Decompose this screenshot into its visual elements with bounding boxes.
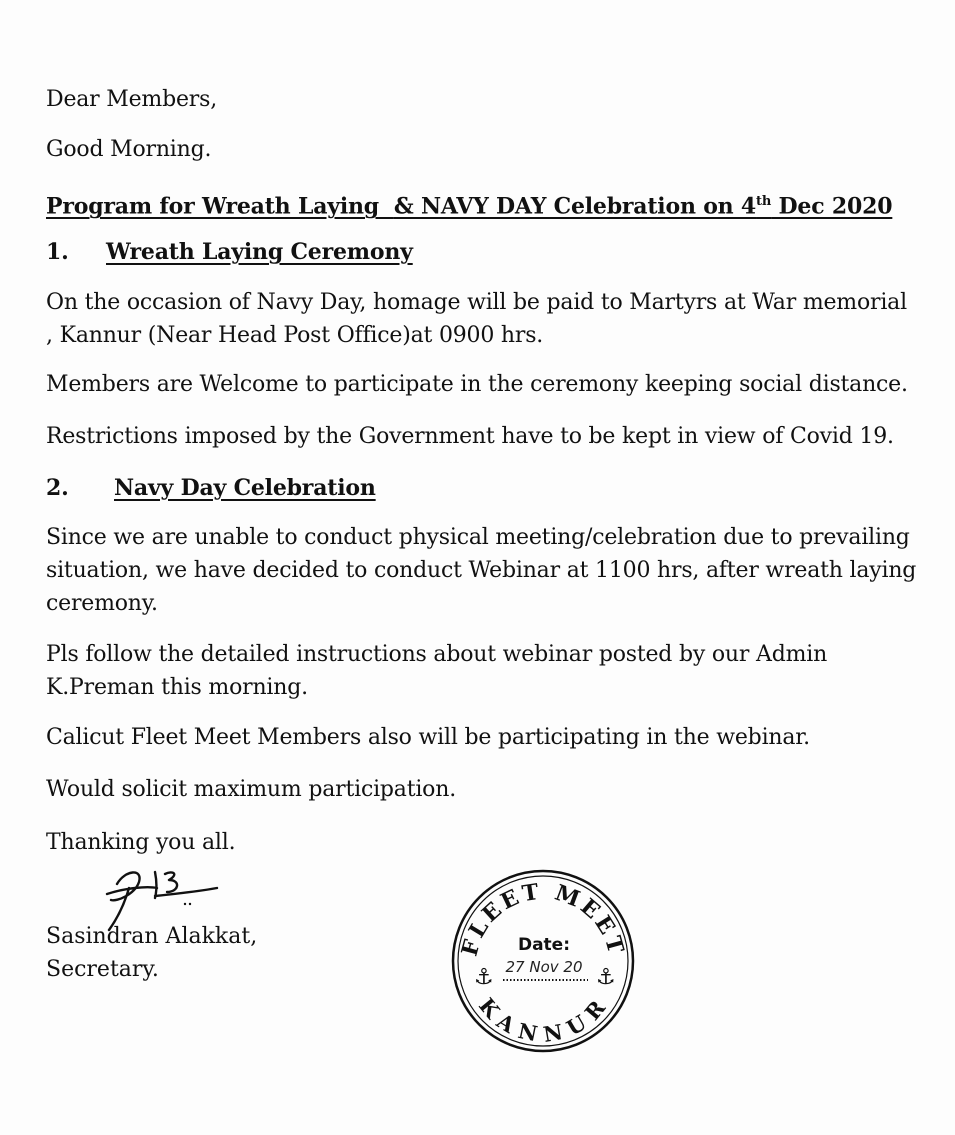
section-2-number: 2. — [46, 475, 69, 501]
anchor-icon-left: ⚓ — [474, 965, 494, 990]
section-1-heading: Wreath Laying Ceremony — [106, 239, 413, 265]
stamp-date-label: Date: — [517, 935, 571, 955]
section-2-heading: Navy Day Celebration — [114, 475, 376, 501]
title-superscript: th — [756, 194, 772, 209]
stamp-bottom-text: KANNUR — [474, 993, 612, 1047]
closing: Thanking you all. — [46, 830, 236, 855]
section-2-paragraph-2: Pls follow the detailed instructions about webinar posted by our Admin K.Preman this morning. — [46, 642, 828, 700]
salutation: Dear Members, — [46, 87, 217, 112]
stamp-handwritten-date: 27 Nov 20 — [505, 958, 583, 976]
fleet-meet-stamp — [448, 866, 638, 1056]
title-part1: Program for Wreath Laying — [46, 193, 379, 220]
section-1-paragraph-2: Members are Welcome to participate in the ceremony keeping social distance. — [46, 372, 908, 397]
signatory-block — [46, 920, 257, 986]
signatory-title: Secretary. — [46, 957, 159, 982]
letter-title — [46, 186, 892, 222]
section-1-paragraph-3: Restrictions imposed by the Government have to be kept in view of Covid 19. — [46, 424, 894, 449]
section-1-heading-row — [46, 236, 413, 268]
section-2-paragraph-3: Calicut Fleet Meet Members also will be participating in the webinar. — [46, 725, 810, 750]
section-2-paragraph-4: Would solicit maximum participation. — [46, 777, 456, 802]
anchor-icon-right: ⚓ — [596, 965, 616, 990]
title-part2: & NAVY DAY Celebration on 4 — [393, 193, 757, 220]
greeting: Good Morning. — [46, 137, 212, 162]
title-part3: Dec 2020 — [771, 193, 893, 220]
section-1-paragraph-1: On the occasion of Navy Day, homage will be paid to Martyrs at War memorial , Kannur (Near Head Post Office)at 0900 hrs. — [46, 290, 907, 348]
stamp-top-text: FLEET MEET — [456, 878, 630, 959]
section-2-paragraph-1: Since we are unable to conduct physical meeting/celebration due to prevailing situation, we have decided to conduct Webinar at 1100 hrs, after wreath laying ceremony. — [46, 525, 917, 616]
section-1-number: 1. — [46, 239, 69, 265]
signatory-name: Sasindran Alakkat, — [46, 924, 258, 949]
section-2-heading-row — [46, 472, 376, 504]
